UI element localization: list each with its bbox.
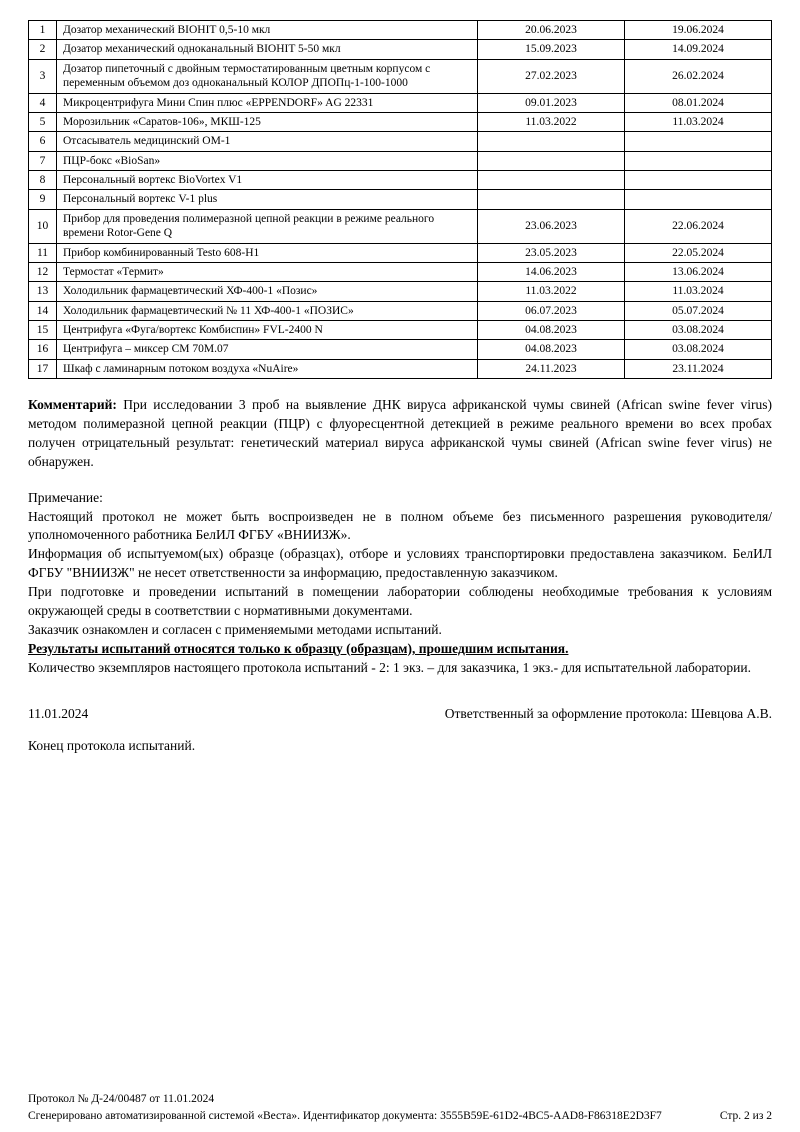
signoff-responsible: Ответственный за оформление протокола: Шевцова А.В. [444,705,772,721]
equipment-row [29,359,772,378]
copies-note: Количество экземпляров настоящего протокола испытаний - 2: 1 экз. – для заказчика, 1 экз.- для испытательной лаборатории. [28,659,751,675]
equipment-row [29,340,772,359]
verification-date-cell: 14.06.2023 [478,262,625,281]
equipment-row-number: 15 [29,321,57,340]
verification-valid-until-cell: 14.09.2024 [625,40,772,59]
equipment-row-number: 17 [29,359,57,378]
verification-date-cell: 11.03.2022 [478,112,625,131]
equipment-row [29,262,772,281]
note-reproduction: Настоящий протокол не может быть воспроизведен не в полном объеме без письменного разрешения руководителя/уполномоченного работника БелИЛ ФГБУ «ВНИИЗЖ». [28,508,772,543]
verification-valid-until-cell: 11.03.2024 [625,282,772,301]
equipment-row [29,59,772,93]
verification-date-cell [478,171,625,190]
verification-date-cell: 23.06.2023 [478,209,625,243]
page-footer [28,1092,772,1124]
verification-valid-until-cell [625,190,772,209]
equipment-row [29,171,772,190]
footer-page-number: Стр. 2 из 2 [719,1110,772,1123]
footer-protocol-number: Протокол № Д-24/00487 от 11.01.2024 [28,1093,215,1106]
verification-valid-until-cell: 05.07.2024 [625,301,772,320]
equipment-name-cell: Морозильник «Саратов-106», МКШ-125 [57,112,478,131]
verification-date-cell [478,190,625,209]
verification-date-cell: 06.07.2023 [478,301,625,320]
comment-text: При исследовании 3 проб на выявление ДНК вируса африканской чумы свиней (African swine fever virus) методом полимеразной цепной реакции (ПЦР) с флуоресцентной детекцией в режиме реального времени во всех пробах получен отрицательный результат: генетический материал вируса африканской чумы свиней (African swine fever virus) не обнаружен. [28,397,773,469]
equipment-name-cell: Холодильник фармацевтический № 11 ХФ-400-1 «ПОЗИС» [57,301,478,320]
verification-valid-until-cell: 26.02.2024 [625,59,772,93]
equipment-row-number: 8 [29,171,57,190]
verification-date-cell: 04.08.2023 [478,321,625,340]
equipment-name-cell: Прибор комбинированный Testo 608-H1 [57,243,478,262]
comment-label: Комментарий: [28,397,117,413]
verification-date-cell: 27.02.2023 [478,59,625,93]
footer-second-line [28,1109,772,1124]
equipment-name-cell: Шкаф с ламинарным потоком воздуха «NuAire» [57,359,478,378]
verification-valid-until-cell: 23.11.2024 [625,359,772,378]
equipment-row [29,21,772,40]
equipment-row-number: 14 [29,301,57,320]
verification-valid-until-cell: 03.08.2024 [625,321,772,340]
equipment-row-number: 10 [29,209,57,243]
equipment-name-cell: Дозатор пипеточный с двойным термостатированным цветным корпусом с переменным объемом доз одноканальный КОЛОР ДПОПц-1-100-1000 [57,59,478,93]
equipment-row [29,209,772,243]
equipment-row [29,243,772,262]
verification-date-cell: 11.03.2022 [478,282,625,301]
equipment-name-cell: Прибор для проведения полимеразной цепной реакции в режиме реального времени Rotor-Gene Q [57,209,478,243]
equipment-row-number: 16 [29,340,57,359]
verification-date-cell: 20.06.2023 [478,21,625,40]
equipment-row [29,321,772,340]
end-of-protocol: Конец протокола испытаний. [28,737,196,753]
equipment-row-number: 3 [29,59,57,93]
equipment-name-cell: Персональный вортекс V-1 plus [57,190,478,209]
verification-date-cell: 23.05.2023 [478,243,625,262]
equipment-row [29,132,772,151]
verification-date-cell: 24.11.2023 [478,359,625,378]
verification-date-cell: 09.01.2023 [478,93,625,112]
verification-valid-until-cell [625,132,772,151]
equipment-row-number: 7 [29,151,57,170]
equipment-row [29,93,772,112]
verification-valid-until-cell: 13.06.2024 [625,262,772,281]
equipment-row-number: 5 [29,112,57,131]
note-sample-info: Информация об испытуемом(ых) образце (образцах), отборе и условиях транспортировки предоставлена заказчиком. БелИЛ ФГБУ "ВНИИЗЖ" не несет ответственности за информацию, предоставленную заказчиком. [28,546,772,581]
equipment-row [29,40,772,59]
signoff-row [28,706,772,722]
equipment-table [28,20,772,379]
equipment-row-number: 1 [29,21,57,40]
equipment-table-body [29,21,772,379]
comment-paragraph [28,396,772,472]
verification-valid-until-cell: 08.01.2024 [625,93,772,112]
verification-valid-until-cell: 03.08.2024 [625,340,772,359]
equipment-name-cell: Холодильник фармацевтический ХФ-400-1 «Позис» [57,282,478,301]
equipment-row [29,301,772,320]
equipment-row-number: 6 [29,132,57,151]
equipment-name-cell: Дозатор механический BIOHIT 0,5-10 мкл [57,21,478,40]
verification-valid-until-cell [625,171,772,190]
signoff-date: 11.01.2024 [28,705,89,721]
equipment-row [29,190,772,209]
equipment-name-cell: Термостат «Термит» [57,262,478,281]
equipment-name-cell: ПЦР-бокс «BioSan» [57,151,478,170]
equipment-name-cell: Центрифуга – миксер СМ 70М.07 [57,340,478,359]
equipment-name-cell: Отсасыватель медицинский ОМ-1 [57,132,478,151]
verification-valid-until-cell: 22.06.2024 [625,209,772,243]
equipment-row-number: 11 [29,243,57,262]
footer-generated-info: Сгенерировано автоматизированной системой «Веста». Идентификатор документа: 3555B59E-61D2-4BC5-AAD8-F86318E2D3F7 [28,1110,662,1123]
equipment-name-cell: Персональный вортекс BioVortex V1 [57,171,478,190]
notes-title: Примечание: [28,489,103,505]
equipment-row-number: 4 [29,93,57,112]
verification-date-cell: 04.08.2023 [478,340,625,359]
equipment-row [29,112,772,131]
results-statement: Результаты испытаний относятся только к образцу (образцам), прошедшим испытания. [28,640,569,656]
equipment-name-cell: Микроцентрифуга Мини Спин плюс «EPPENDORF» AG 22331 [57,93,478,112]
equipment-row-number: 12 [29,262,57,281]
verification-date-cell: 15.09.2023 [478,40,625,59]
verification-valid-until-cell: 11.03.2024 [625,112,772,131]
verification-date-cell [478,132,625,151]
verification-date-cell [478,151,625,170]
equipment-name-cell: Дозатор механический одноканальный BIOHIT 5-50 мкл [57,40,478,59]
equipment-row-number: 9 [29,190,57,209]
equipment-row-number: 2 [29,40,57,59]
equipment-row [29,282,772,301]
verification-valid-until-cell: 22.05.2024 [625,243,772,262]
note-environment: При подготовке и проведении испытаний в помещении лаборатории соблюдены необходимые требования к условиям окружающей среды в соответствии с нормативными документами. [28,584,772,619]
equipment-row [29,151,772,170]
equipment-row-number: 13 [29,282,57,301]
verification-valid-until-cell: 19.06.2024 [625,21,772,40]
equipment-name-cell: Центрифуга «Фуга/вортекс Комбиспин» FVL-2400 N [57,321,478,340]
verification-valid-until-cell [625,151,772,170]
note-customer-agreement: Заказчик ознакомлен и согласен с применяемыми методами испытаний. [28,621,442,637]
